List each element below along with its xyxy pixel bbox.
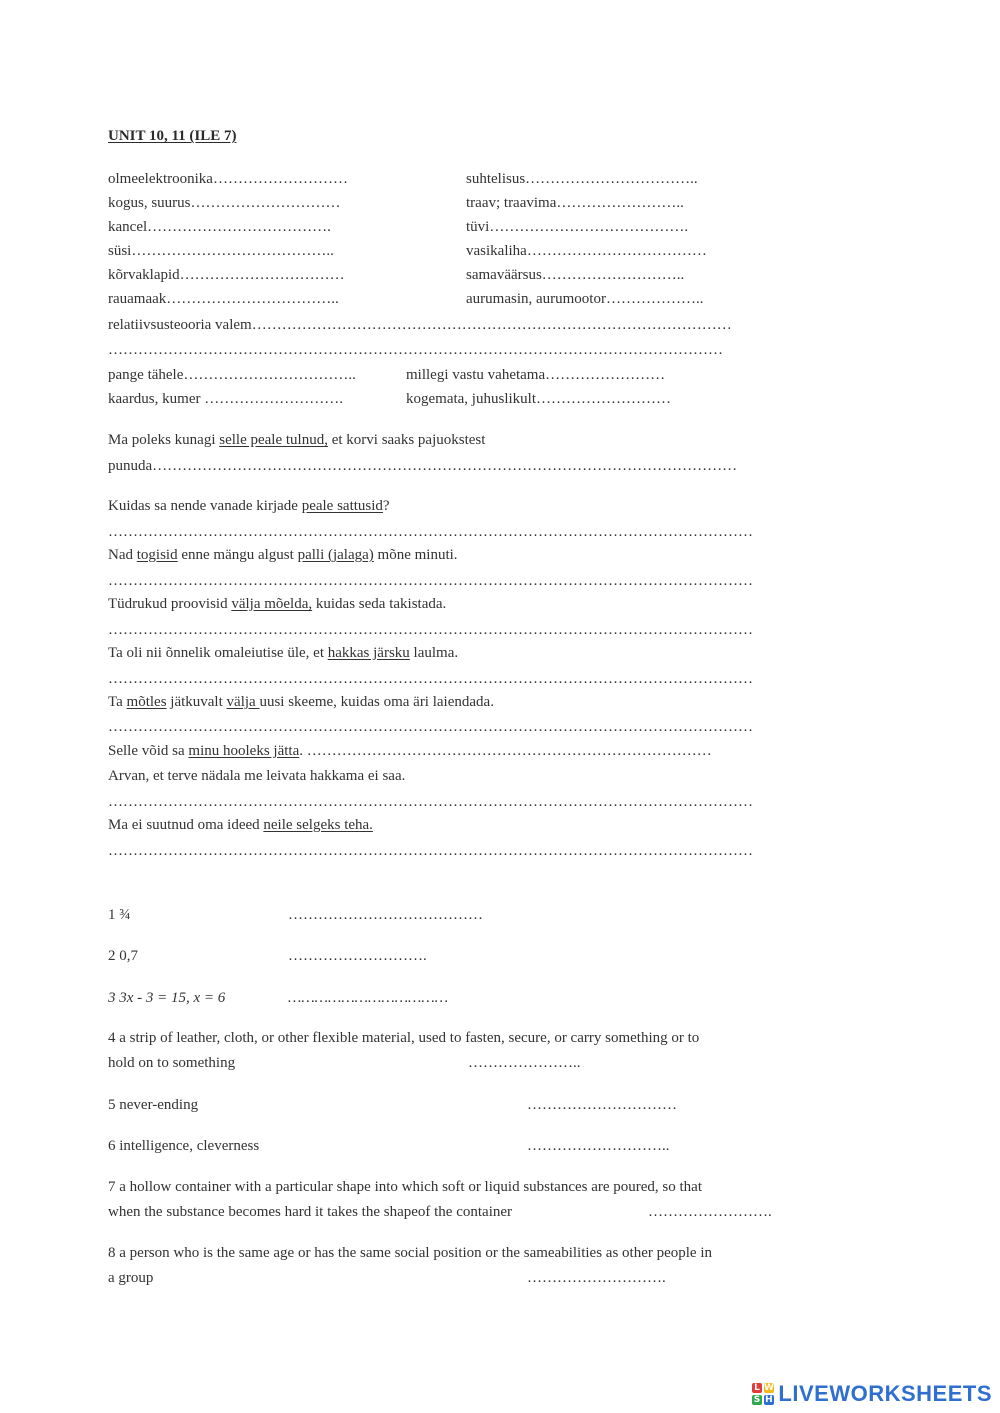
sentence-1: Ma poleks kunagi selle peale tulnud, et korvi saaks pajuokstest (108, 432, 486, 448)
vocab-formula-answer: …………………………………………………………………………………………………………… (108, 342, 723, 358)
vocab-right-6: aurumasin, aurumootor……………….. (466, 291, 704, 307)
item-3-answer: ……………………………… (288, 990, 449, 1006)
vocab-right-2: traav; traavima…………………….. (466, 195, 684, 211)
item-6-answer: ……………………….. (527, 1138, 670, 1154)
item-7-label-2: when the substance becomes hard it takes the shapeof the container (108, 1204, 513, 1220)
sentence-3: Nad togisid enne mängu algust palli (jalaga) mõne minuti. (108, 547, 458, 563)
vocab-right-3: tüvi…………………………………. (466, 219, 689, 235)
vocab-left-3: kancel………………………………. (108, 219, 331, 235)
item-2-answer: ………………………. (288, 948, 427, 964)
item-8-answer: ………………………. (527, 1270, 666, 1286)
vocab-left-2: kogus, suurus………………………… (108, 195, 341, 211)
vocab-right2-1: millegi vastu vahetama…………………… (406, 367, 666, 383)
sentence-9: Ma ei suutnud oma ideed neile selgeks teha. (108, 817, 373, 833)
vocab-right2-2: kogemata, juhuslikult……………………… (406, 391, 671, 407)
vocab-left-1: olmeelektroonika……………………… (108, 171, 348, 187)
page-title: UNIT 10, 11 (ILE 7) (108, 128, 237, 144)
sentence-4-answer: ………………………………………………………………………………………………………………… (108, 622, 753, 638)
item-3-label: 3 3x - 3 = 15, x = 6 (108, 990, 226, 1006)
item-4-answer: ………………….. (468, 1055, 581, 1071)
sentence-5: Ta oli nii õnnelik omaleiutise üle, et hakkas järsku laulma. (108, 645, 459, 661)
vocab-right-4: vasikaliha……………………………… (466, 243, 707, 259)
item-1-label: 1 ¾ (108, 907, 131, 923)
item-5-label: 5 never-ending (108, 1097, 199, 1113)
sentence-9-answer: ………………………………………………………………………………………………………………… (108, 843, 753, 859)
vocab-left-6: rauamaak…………………………….. (108, 291, 339, 307)
sentence-8-answer: ………………………………………………………………………………………………………………… (108, 794, 753, 810)
item-8-label: 8 a person who is the same age or has the same social position or the sameabilities as other people in (108, 1245, 713, 1261)
vocab-right-5: samaväärsus……………………….. (466, 267, 685, 283)
item-8-label-2: a group (108, 1270, 154, 1286)
vocab-left-4: süsi………………………………….. (108, 243, 334, 259)
sentence-2-answer: ………………………………………………………………………………………………………………… (108, 524, 753, 540)
item-7-label: 7 a hollow container with a particular shape into which soft or liquid substances are poured, so that (108, 1179, 703, 1195)
item-6-label: 6 intelligence, cleverness (108, 1138, 260, 1154)
sentence-4: Tüdrukud proovisid välja mõelda, kuidas seda takistada. (108, 596, 447, 612)
liveworksheets-text: LIVEWORKSHEETS (778, 1381, 992, 1406)
item-4-label-2: hold on to something (108, 1055, 236, 1071)
sentence-6: Ta mõtles jätkuvalt välja uusi skeeme, kuidas oma äri laiendada. (108, 694, 494, 710)
vocab-left-5: kõrvaklapid…………………………… (108, 267, 345, 283)
item-4-label: 4 a strip of leather, cloth, or other flexible material, used to fasten, secure, or carry something or to (108, 1030, 700, 1046)
liveworksheets-logo[interactable] (752, 1381, 992, 1407)
sentence-1-answer: punuda……………………………………………………………………………………………………… (108, 458, 738, 474)
sentence-8: Arvan, et terve nädala me leivata hakkama ei saa. (108, 768, 406, 784)
vocab-left2-2: kaardus, kumer ………………………. (108, 391, 343, 407)
liveworksheets-icon: L W S H (753, 1383, 775, 1405)
item-7-answer: ……………………. (648, 1204, 772, 1220)
item-1-answer: ………………………………… (288, 907, 483, 923)
vocab-right-1: suhtelisus…………………………….. (466, 171, 698, 187)
sentence-3-answer: ………………………………………………………………………………………………………………… (108, 573, 753, 589)
sentence-5-answer: ………………………………………………………………………………………………………………… (108, 671, 753, 687)
vocab-left2-1: pange tähele…………………………….. (108, 367, 356, 383)
item-5-answer: ………………………… (527, 1097, 677, 1113)
sentence-7: Selle võid sa minu hooleks jätta. ……………………………………………………………………… (108, 743, 712, 759)
sentence-2: Kuidas sa nende vanade kirjade peale sattusid? (108, 498, 390, 514)
sentence-6-answer: ………………………………………………………………………………………………………………… (108, 719, 753, 735)
vocab-formula: relatiivsusteooria valem…………………………………………………………………………………… (108, 317, 732, 333)
item-2-label: 2 0,7 (108, 948, 138, 964)
